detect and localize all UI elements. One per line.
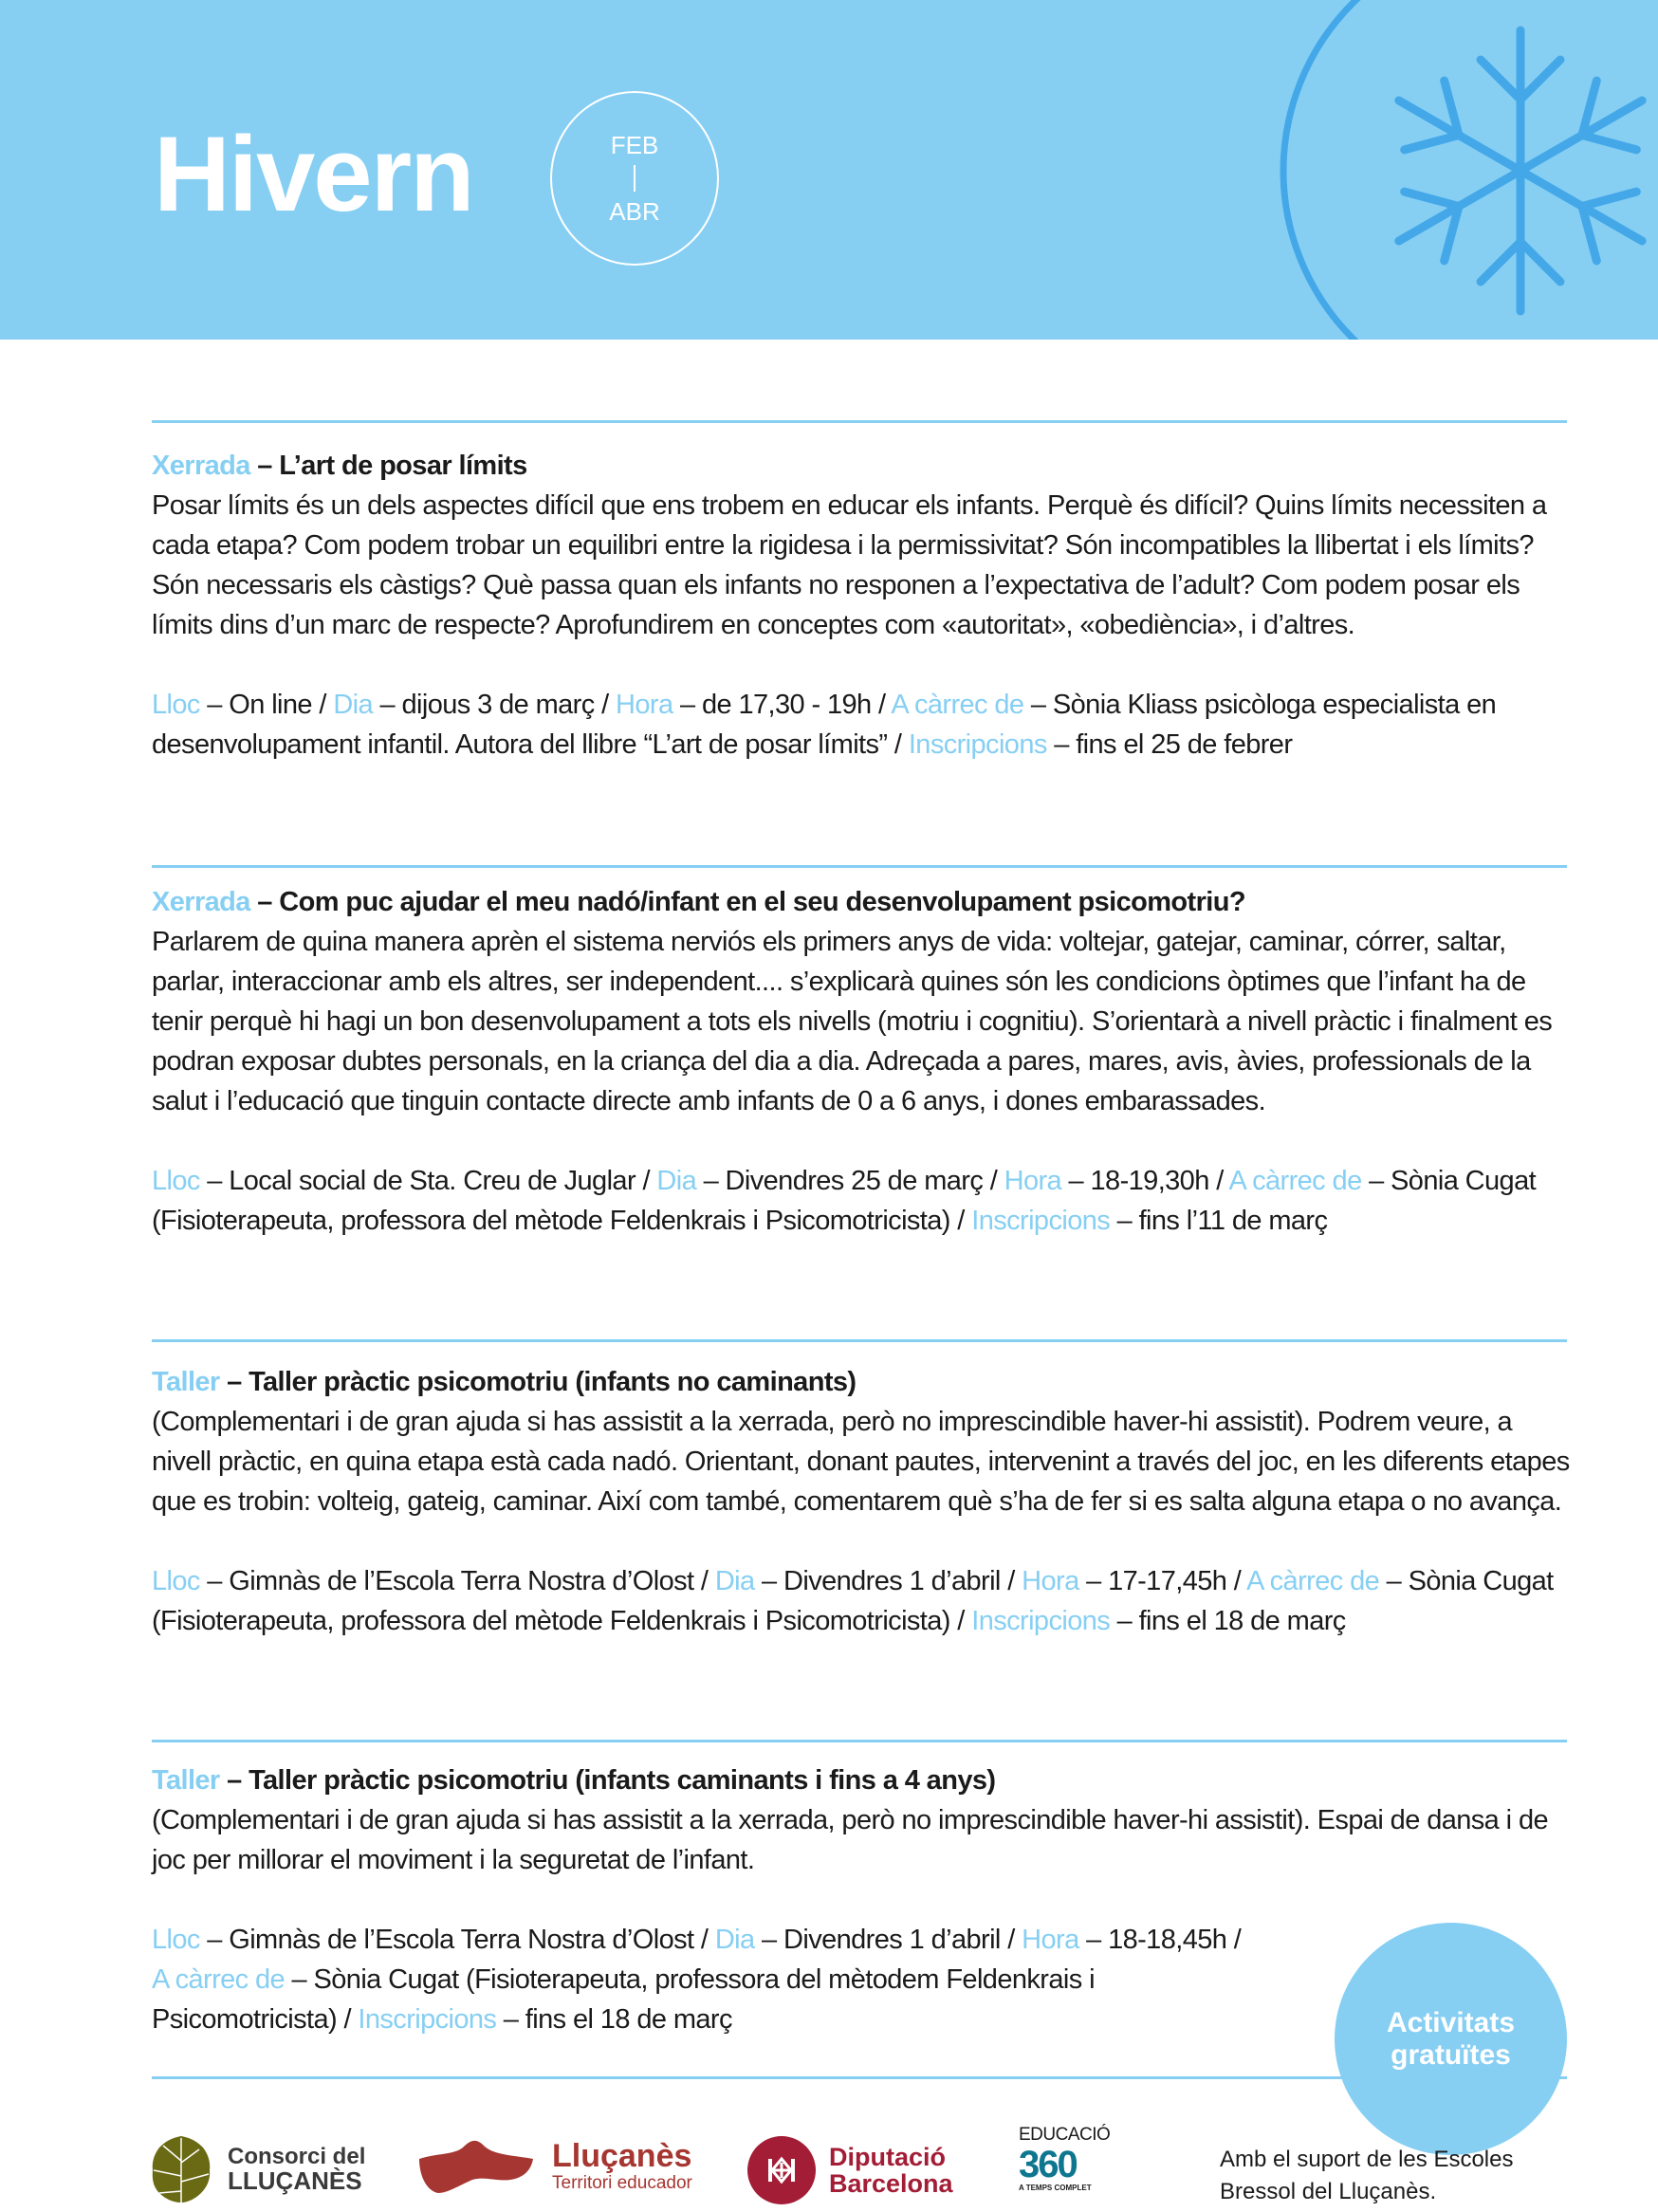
event-section — [152, 882, 1575, 1241]
diputacio-line-1: Diputació — [829, 2142, 947, 2171]
hora-value: – 17-17,45h / — [1078, 1566, 1247, 1596]
hora-label: Hora — [1022, 1566, 1079, 1596]
inscripcions-label: Inscripcions — [971, 1606, 1111, 1636]
date-from: FEB — [610, 131, 659, 159]
event-kind: Taller — [152, 1367, 220, 1397]
event-title — [152, 1760, 1575, 1800]
dia-value: – Divendres 1 d’abril / — [754, 1925, 1022, 1955]
dia-value: – Divendres 1 d’abril / — [754, 1566, 1022, 1596]
event-description: Parlarem de quina manera aprèn el sistema nerviós els primers anys de vida: voltejar, gatejar, caminar, córrer, saltar, parlar, interaccionar amb els altres, ser independent.... s’explicarà quines són les condicions òptimes que l’infant ha de tenir perquè hi hagi un bon desenvolupament a tots els nivells (motriu i cognitiu). S’orientarà a nivell pràctic i finalment es podran exposar dubtes personals, en la criança del dia a dia. Adreçada a pares, mares, avis, àvies, professionals de la salut i l’educació que tinguin contacte directe amb infants de 0 a 6 anys, i dones embarassades. — [152, 927, 1553, 1116]
lloc-value: – Gimnàs de l’Escola Terra Nostra d’Olost / — [199, 1566, 715, 1596]
inscripcions-label: Inscripcions — [971, 1206, 1111, 1236]
lloc-label: Lloc — [152, 690, 200, 720]
event-description: (Complementari i de gran ajuda si has assistit a la xerrada, però no imprescindible haver-hi assistit). Espai de dansa i de joc per millorar el moviment i la seguretat de l’infant. — [152, 1805, 1549, 1875]
carrec-value: – Sònia Cugat (Fisioterapeuta, professora del mètode Feldenkrais i Psicomotricista) / — [152, 1166, 1537, 1236]
event-name: – L’art de posar límits — [249, 451, 527, 481]
badge-line-2: gratuïtes — [1391, 2038, 1511, 2071]
divider — [152, 865, 1567, 868]
snowflake-icon — [1233, 0, 1658, 340]
lloc-value: – Gimnàs de l’Escola Terra Nostra d’Olost / — [199, 1925, 715, 1955]
educacio-line-1: EDUCACIÓ — [1019, 2125, 1111, 2145]
event-section — [152, 1362, 1575, 1641]
llucanes-line-2: Territori educador — [552, 2172, 692, 2193]
educacio-line-3: A TEMPS COMPLET — [1019, 2184, 1092, 2192]
badge-line-1: Activitats — [1386, 2006, 1516, 2038]
lloc-label: Lloc — [152, 1925, 200, 1955]
support-line-2: Bressol del Lluçanès. — [1220, 2179, 1437, 2204]
divider — [152, 420, 1567, 423]
event-name: – Com puc ajudar el meu nadó/infant en el seu desenvolupament psicomotriu? — [249, 887, 1245, 917]
inscripcions-value: – fins el 25 de febrer — [1046, 729, 1293, 760]
header-banner — [0, 0, 1658, 340]
inscripcions-label: Inscripcions — [908, 729, 1047, 760]
hora-label: Hora — [1022, 1925, 1079, 1955]
free-activities-badge — [1335, 1923, 1567, 2155]
support-line-1: Amb el suport de les Escoles — [1220, 2147, 1514, 2172]
consorci-line-2: LLUÇANÈS — [228, 2166, 362, 2195]
hora-label: Hora — [1004, 1166, 1062, 1196]
event-details — [152, 1161, 1575, 1241]
leaf-icon — [150, 2134, 212, 2204]
logo-educacio-360 — [1019, 2125, 1110, 2192]
carrec-label: A càrrec de — [1228, 1166, 1362, 1196]
divider — [152, 1740, 1567, 1742]
diputacio-line-2: Barcelona — [829, 2169, 953, 2198]
educacio-360-icon — [1019, 2146, 1077, 2184]
event-kind: Taller — [152, 1765, 220, 1796]
hora-value: – de 17,30 - 19h / — [672, 690, 892, 720]
lloc-value: – Local social de Sta. Creu de Juglar / — [199, 1166, 657, 1196]
lloc-value: – On line / — [199, 690, 334, 720]
hora-value: – 18-18,45h / — [1078, 1925, 1242, 1955]
event-kind: Xerrada — [152, 451, 250, 481]
educacio-line-2: 360 — [1019, 2144, 1077, 2185]
llucanes-line-1: Lluçanès — [552, 2138, 692, 2175]
support-text — [1220, 2144, 1513, 2208]
date-to: ABR — [609, 197, 660, 226]
event-description: (Complementari i de gran ajuda si has assistit a la xerrada, però no imprescindible haver-hi assistit). Podrem veure, a nivell pràctic, en quina etapa està cada nadó. Orientant, donant pautes, intervenint a través del joc, en les diferents etapes que es trobin: volteig, gateig, caminar. Així com també, comentarem què s’ha de fer si es salta alguna etapa o no avança. — [152, 1407, 1570, 1517]
event-title — [152, 882, 1575, 922]
lloc-label: Lloc — [152, 1566, 200, 1596]
dia-label: Dia — [333, 690, 374, 720]
dia-value: – dijous 3 de març / — [373, 690, 617, 720]
carrec-label: A càrrec de — [891, 690, 1024, 720]
logo-consorci-llucanes — [150, 2134, 365, 2204]
dia-label: Dia — [714, 1566, 755, 1596]
diputacio-seal-icon — [747, 2136, 816, 2204]
inscripcions-value: – fins el 18 de març — [496, 2004, 732, 2035]
inscripcions-value: – fins l’11 de març — [1110, 1206, 1328, 1236]
carrec-value: – Sònia Cugat (Fisioterapeuta, professora del mètode Feldenkrais i Psicomotricista) / — [152, 1566, 1554, 1636]
lloc-label: Lloc — [152, 1166, 200, 1196]
event-description: Posar límits és un dels aspectes difícil que ens trobem en educar els infants. Perquè és difícil? Quins límits necessiten a cada etapa? Com podem trobar un equilibri entre la rigidesa i la permissivitat? Són incompatibles la llibertat i els límits? Són necessaris els càstigs? Què passa quan els infants no responen a l’expectativa de l’adult? Com podem posar els límits dins d’un marc de respecte? Aprofundirem en conceptes com «autoritat», «obediència», i d’altres. — [152, 490, 1547, 640]
carrec-value: – Sònia Cugat (Fisioterapeuta, professora del mètodem Feldenkrais i Psicomotricista) / — [152, 1964, 1095, 2035]
dia-label: Dia — [714, 1925, 755, 1955]
date-separator — [634, 165, 636, 192]
carrec-value: – Sònia Kliass psicòloga especialista en desenvolupament infantil. Autora del llibre “L’art de posar límits” / — [152, 690, 1497, 760]
logo-llucanes-territori-educador — [417, 2138, 692, 2195]
event-details — [152, 1920, 1243, 2039]
page-title: Hivern — [154, 115, 473, 233]
divider — [152, 1339, 1567, 1342]
consorci-line-1: Consorci del — [228, 2143, 366, 2169]
event-title — [152, 1362, 1575, 1402]
hora-value: – 18-19,30h / — [1061, 1166, 1229, 1196]
dia-label: Dia — [656, 1166, 697, 1196]
dia-value: – Divendres 25 de març / — [696, 1166, 1004, 1196]
event-details — [152, 1561, 1575, 1641]
inscripcions-value: – fins el 18 de març — [1110, 1606, 1346, 1636]
carrec-label: A càrrec de — [152, 1964, 286, 1995]
logo-diputacio-barcelona — [747, 2136, 953, 2204]
event-kind: Xerrada — [152, 887, 250, 917]
hora-label: Hora — [616, 690, 673, 720]
event-title — [152, 446, 1565, 486]
carrec-label: A càrrec de — [1246, 1566, 1380, 1596]
event-section — [152, 446, 1565, 765]
date-range-badge — [550, 91, 719, 266]
region-map-icon — [417, 2138, 535, 2195]
event-name: – Taller pràctic psicomotriu (infants caminants i fins a 4 anys) — [219, 1765, 996, 1796]
event-details — [152, 685, 1565, 765]
inscripcions-label: Inscripcions — [358, 2004, 497, 2035]
event-name: – Taller pràctic psicomotriu (infants no caminants) — [219, 1367, 857, 1397]
